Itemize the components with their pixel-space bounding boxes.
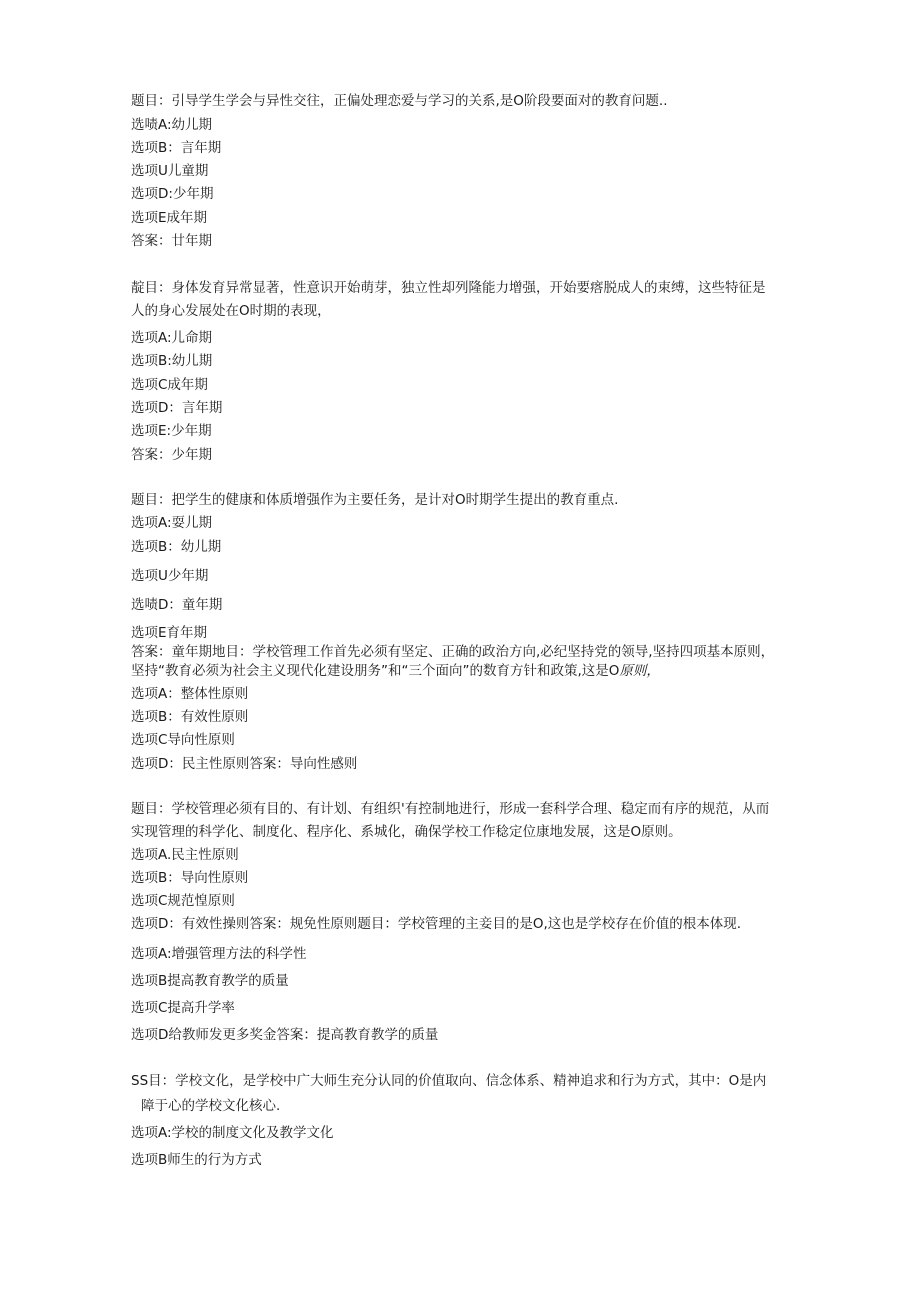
question-5-option-c: 选项C规范惶原则 (131, 893, 235, 909)
question-2-option-e: 选项E:少年期 (131, 423, 212, 439)
question-4-option-d: 选项D：民主性原则答案：导向性感则 (131, 756, 358, 772)
question-4-option-c: 选项C导向性原则 (131, 732, 235, 748)
question-3-option-c: 选项U少年期 (131, 568, 209, 584)
question-1-option-c: 选项U儿童期 (131, 163, 209, 179)
question-5-stem-line-1: 题目：学校管理必须有目的、有计划、有组织'有控制地进行，形成一套科学合理、稳定而有序的规范，从而 (131, 801, 770, 817)
question-3-option-a: 选项A:耍儿期 (131, 515, 213, 531)
question-1-option-e: 选项E成年期 (131, 210, 208, 226)
question-5-option-d: 选项D：有效性操则答案：规免性原则题目：学校管理的主妾目的是O,这也是学校存在价值的根本体现. (131, 916, 742, 932)
question-6-option-a: 选项A:增强管理方法的科学性 (131, 946, 307, 962)
question-3-option-e: 选项E育年期 (131, 625, 208, 641)
question-5-stem-line-2: 实现管理的科学化、制度化、程序化、系城化，确保学校工作稔定位康地发展，这是O原则。 (131, 824, 682, 840)
question-4-option-a: 选项A：整体性原则 (131, 686, 249, 702)
question-1-option-b: 选项B：言年期 (131, 140, 222, 156)
question-2-option-a: 选项A:儿命期 (131, 330, 213, 346)
question-4-line-1: 答案：童年期地目：学校管理工作首先必须有坚定、正确的政治方向,必纪坚持党的领导,坚持四项基本原则， (131, 644, 775, 660)
question-2-stem-line-2: 人的身心发展处在O时期的表现， (131, 303, 331, 319)
question-1-answer: 答案：廿年期 (131, 233, 212, 249)
question-6-option-c: 选项C提高升学率 (131, 1000, 235, 1016)
question-6-option-b: 选项B提高教育教学的质量 (131, 973, 289, 989)
question-4-line-2-text: 坚持“教育必须为社会主义现代化建设朋务”和“三个面向”的数育方针和政策,这是O (131, 663, 620, 679)
question-1-option-a: 选啧A:幼儿期 (131, 117, 213, 133)
question-1-stem: 题目：引导学生学会与异性交往，正偏处理恋爱与学习的关系,是O阶段要面对的教育问题.. (131, 93, 668, 109)
question-3-stem: 题目：把学生的健康和体质增强作为主要任务，是计对O时期学生提出的教育重点. (131, 492, 619, 508)
question-3-option-b: 选项B：幼儿期 (131, 539, 222, 555)
question-7-stem-line-2: 障于心的学校文化核心. (141, 1098, 281, 1114)
question-3-option-d: 选啧D：童年期 (131, 597, 223, 613)
question-4-option-b: 选项B：有效性原则 (131, 709, 249, 725)
question-2-option-c: 选项C成年期 (131, 377, 208, 393)
question-4-line-2 (131, 662, 660, 680)
question-2-answer: 答案：少年期 (131, 447, 212, 463)
question-5-option-a: 选项A.民主性原则 (131, 847, 239, 863)
question-2-stem-line-1: 靛目：身体发育异常显著，性意识开始萌芽，独立性却列隆能力增强，开始要瘩脱成人的束缚，这些特征是 (131, 280, 766, 296)
question-7-option-a: 选项A:学校的制度文化及教学文化 (131, 1125, 334, 1141)
question-2-option-b: 选项B:幼儿期 (131, 353, 213, 369)
question-6-option-d: 选项D给教师发更多奖金答案：提高教育教学的质量 (131, 1027, 439, 1043)
question-7-option-b: 选项B师生的行为方式 (131, 1152, 262, 1168)
question-4-line-2-italic: 原则， (619, 663, 660, 679)
question-2-option-d: 选项D：言年期 (131, 400, 223, 416)
question-1-option-d: 选项D:少年期 (131, 186, 214, 202)
question-7-stem-line-1: SS目：学校文化，是学校中广大师生充分认同的价值取向、信念体系、精神追求和行为方式，其中：O是内 (131, 1073, 767, 1089)
question-5-option-b: 选项B：导向性原则 (131, 870, 249, 886)
